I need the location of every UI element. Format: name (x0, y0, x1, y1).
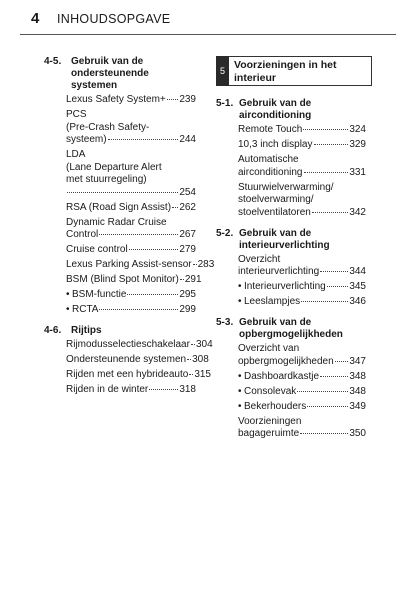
entry-text-line: PCS (66, 109, 87, 120)
dot-leader (307, 406, 348, 407)
entry-leader-line (66, 369, 211, 382)
toc-entry[interactable] (44, 149, 196, 199)
dot-leader (300, 433, 348, 434)
entry-leader-line (66, 354, 209, 367)
header-divider (20, 34, 396, 35)
page-ref: 331 (349, 166, 366, 178)
chapter-title-line: interieur (234, 71, 277, 84)
entry-leader-line (244, 386, 366, 399)
section-title-line: Gebruik van de (239, 317, 312, 328)
section-number: 5-3. (216, 317, 234, 328)
toc-entry[interactable] (44, 217, 196, 242)
toc-subentry[interactable] (216, 281, 366, 294)
toc-subentry[interactable] (216, 371, 366, 384)
page-ref: 318 (179, 384, 196, 395)
section-heading[interactable] (216, 98, 366, 122)
page-ref: 279 (179, 244, 196, 255)
section-number: 4-5. (44, 56, 62, 67)
dot-leader (314, 144, 349, 145)
entry-title: Dashboardkastje (244, 370, 320, 382)
dot-leader (129, 249, 179, 250)
entry-leader-line (238, 428, 366, 441)
page-ref: 304 (195, 339, 213, 350)
page-ref: 342 (349, 206, 366, 218)
toc-entry[interactable] (44, 384, 196, 397)
page-ref: 350 (349, 428, 366, 439)
toc-subentry[interactable] (216, 401, 366, 414)
dot-leader (189, 374, 193, 375)
page-ref: 283 (197, 259, 215, 270)
chapter-banner (216, 56, 366, 86)
entry-title: stoelventilatoren (238, 206, 311, 218)
toc-entry[interactable] (216, 343, 366, 368)
bullet-icon: • (238, 296, 242, 307)
bullet-icon: • (238, 385, 242, 397)
entry-leader-line (66, 187, 196, 200)
entry-leader-line (66, 229, 196, 242)
toc-left-column (44, 56, 215, 399)
dot-leader (312, 212, 348, 213)
entry-text-line: Automatische (238, 154, 299, 165)
entry-leader-line (244, 401, 366, 414)
dot-leader (335, 361, 349, 362)
page-ref: 315 (194, 369, 211, 380)
toc-entry[interactable] (44, 109, 196, 147)
entry-leader-line (66, 202, 196, 215)
entry-title: bagageruimte (238, 428, 300, 439)
toc-subentry[interactable] (216, 386, 366, 399)
entry-title: Ondersteunende systemen (66, 354, 187, 365)
toc-section (216, 98, 366, 219)
toc-entry[interactable] (44, 259, 215, 272)
entry-leader-line (72, 304, 196, 317)
toc-entry[interactable] (216, 254, 366, 279)
section-title-line: opbergmogelijkheden (239, 329, 343, 340)
page-ref: 291 (184, 274, 202, 285)
dot-leader (301, 301, 348, 302)
bullet-icon: • (66, 304, 70, 315)
entry-text-line: Stuurwielverwarming/ (238, 181, 334, 193)
toc-entry[interactable] (44, 339, 213, 352)
bullet-icon: • (238, 400, 242, 412)
page-ref: 348 (349, 370, 366, 382)
entry-leader-line (72, 289, 196, 302)
toc-entry[interactable] (44, 94, 196, 107)
dot-leader (99, 309, 178, 310)
entry-leader-line (244, 296, 366, 309)
chapter-title-line: Voorzieningen in het (234, 59, 337, 71)
entry-title: opbergmogelijkheden (238, 355, 334, 367)
dot-leader (304, 172, 349, 173)
entry-title: RSA (Road Sign Assist) (66, 201, 172, 213)
entry-title: Rijmodusselectieschakelaar (66, 339, 190, 350)
entry-text-line: Overzicht (238, 253, 281, 265)
section-number: 4-6. (44, 325, 62, 336)
page-ref: 299 (179, 304, 196, 315)
entry-text-line: Voorzieningen (238, 415, 302, 427)
entry-leader-line (238, 266, 366, 279)
toc-section (44, 56, 215, 317)
bullet-icon: • (238, 370, 242, 382)
section-number: 5-1. (216, 98, 234, 109)
page-ref: 295 (179, 289, 196, 300)
dot-leader (127, 294, 178, 295)
page-ref: 308 (192, 354, 209, 365)
entry-leader-line (238, 139, 366, 152)
dot-leader (67, 192, 178, 193)
section-title-line: interieurverlichting (239, 239, 330, 251)
toc-entry[interactable] (216, 139, 366, 152)
entry-title: Control (66, 229, 99, 240)
entry-title: Rijden in de winter (66, 384, 149, 395)
entry-text-line: Dynamic Radar Cruise (66, 216, 167, 228)
dot-leader (320, 271, 348, 272)
toc-entry[interactable] (216, 182, 366, 220)
section-title-line: Gebruik van de airconditioning (239, 98, 312, 121)
page-ref: 346 (349, 296, 366, 307)
section-heading[interactable] (44, 56, 196, 92)
entry-title: Bekerhouders (244, 400, 307, 412)
entry-text-line: met stuurregeling) (66, 174, 147, 185)
page-ref: 345 (349, 281, 366, 292)
toc-subentry[interactable] (44, 289, 196, 302)
toc-subentry[interactable] (216, 296, 366, 309)
bullet-icon: • (66, 289, 70, 300)
entry-leader-line (244, 281, 366, 294)
entry-title: interieurverlichting (238, 266, 320, 277)
chapter-title (229, 56, 372, 86)
entry-title: airconditioning (238, 166, 303, 178)
section-heading[interactable] (216, 317, 366, 341)
entry-text-line: (Pre-Crash Safety- (66, 121, 150, 133)
section-heading[interactable] (216, 228, 366, 252)
section-heading[interactable] (44, 325, 196, 337)
section-title-line: ondersteunende systemen (71, 68, 149, 91)
toc-entry[interactable] (44, 202, 196, 215)
dot-leader (167, 99, 179, 100)
page-ref: 244 (179, 134, 196, 145)
toc-entry[interactable] (44, 244, 196, 257)
entry-leader-line (66, 384, 196, 397)
toc-section (44, 325, 213, 397)
entry-text-line: stoelverwarming/ (238, 194, 314, 205)
dot-leader (172, 207, 178, 208)
page-ref: 254 (179, 186, 196, 198)
entry-title: Cruise control (66, 244, 128, 255)
page-ref: 347 (349, 355, 366, 367)
bullet-icon: • (238, 281, 242, 292)
page-ref: 348 (349, 385, 366, 397)
section-title-line: Gebruik van de (71, 56, 144, 67)
toc-subentry[interactable] (44, 304, 196, 317)
dot-leader (108, 139, 179, 140)
entry-leader-line (66, 134, 196, 147)
page-header (0, 0, 416, 40)
toc-section (216, 228, 366, 309)
entry-title: Lexus Safety System+ (66, 94, 166, 105)
toc-entry[interactable] (216, 154, 366, 179)
dot-leader (193, 264, 197, 265)
section-number: 5-2. (216, 227, 234, 239)
page-title: INHOUDSOPGAVE (57, 12, 171, 26)
entry-title: Remote Touch (238, 124, 303, 135)
dot-leader (149, 389, 178, 390)
entry-title: Interieurverlichting (244, 281, 326, 292)
entry-leader-line (244, 371, 366, 384)
entry-title: BSM (Blind Spot Monitor) (66, 274, 179, 285)
section-title-line: Gebruik van de (239, 227, 312, 239)
dot-leader (303, 129, 348, 130)
entry-text-line: LDA (66, 149, 86, 160)
entry-title: Lexus Parking Assist-sensor (66, 259, 192, 270)
toc-section (216, 317, 366, 441)
entry-title: systeem) (66, 134, 107, 145)
dot-leader (297, 391, 348, 392)
dot-leader (187, 359, 191, 360)
entry-title: Consolevak (244, 385, 297, 397)
dot-leader (99, 234, 178, 235)
toc-entry[interactable] (44, 369, 211, 382)
entry-text-line: Overzicht van (238, 343, 300, 354)
entry-leader-line (238, 167, 366, 180)
entry-leader-line (238, 124, 366, 137)
page-ref: 324 (349, 124, 366, 135)
page-ref: 349 (349, 400, 366, 412)
page-ref: 344 (349, 266, 366, 277)
section-title-line: Rijtips (71, 325, 102, 336)
chapter-number-tab: 5 (216, 56, 229, 86)
entry-leader-line (66, 274, 202, 287)
entry-title: 10,3 inch display (238, 139, 313, 150)
entry-leader-line (238, 207, 366, 220)
page-ref: 239 (179, 94, 196, 105)
entry-leader-line (238, 356, 366, 369)
toc-entry[interactable] (216, 124, 366, 137)
entry-title: BSM-functie (72, 289, 127, 300)
dot-leader (327, 286, 349, 287)
entry-leader-line (66, 244, 196, 257)
page-ref: 329 (349, 139, 366, 150)
page-number: 4 (31, 10, 40, 27)
entry-title: RCTA (72, 304, 99, 315)
toc-entry[interactable] (44, 354, 209, 367)
dot-leader (191, 344, 195, 345)
entry-leader-line (66, 94, 196, 107)
entry-title: Leeslampjes (244, 296, 301, 307)
entry-title: Rijden met een hybrideauto (66, 369, 189, 380)
toc-entry[interactable] (44, 274, 202, 287)
page-ref: 262 (179, 201, 196, 213)
dot-leader (320, 376, 348, 377)
entry-leader-line (66, 339, 213, 352)
entry-text-line: (Lane Departure Alert (66, 161, 162, 173)
dot-leader (180, 279, 184, 280)
toc-entry[interactable] (216, 416, 366, 441)
toc-right-column (216, 56, 366, 443)
entry-leader-line (66, 259, 215, 272)
page-ref: 267 (179, 229, 196, 240)
